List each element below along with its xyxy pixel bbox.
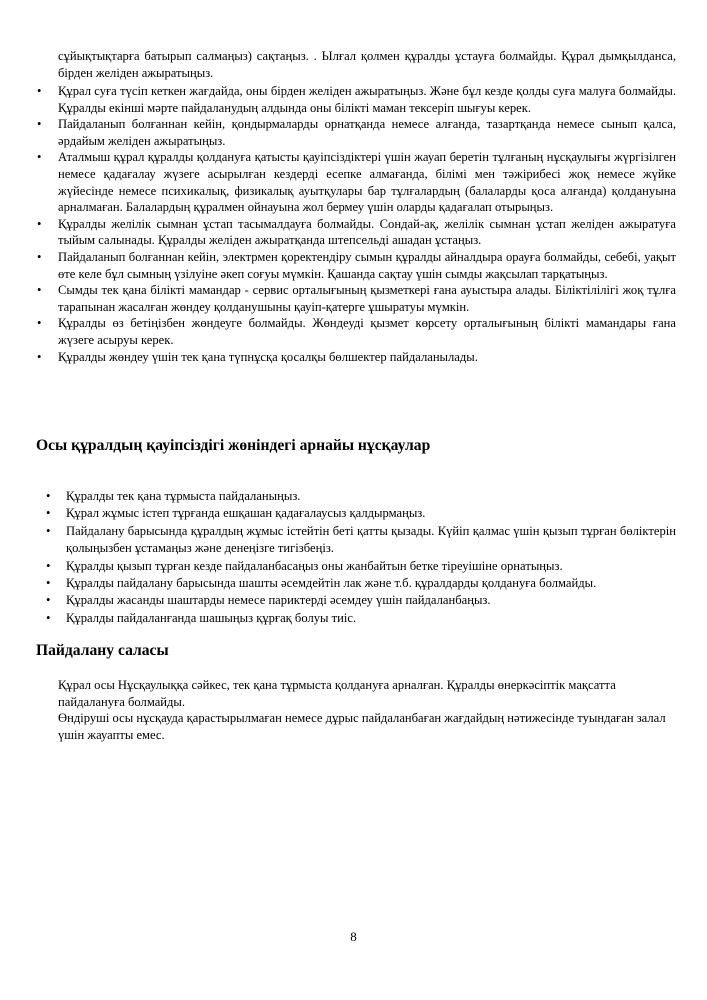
special-instructions-heading: Осы құралдың қауіпсіздігі жөніндегі арнайы нұсқаулар — [36, 437, 431, 454]
list-item — [36, 116, 676, 149]
bullet-icon: • — [37, 117, 42, 132]
list-item — [44, 505, 676, 522]
list-item-text: Аталмыш құрал құралды қолдануға қатысты қауіпсіздіктері үшін жауап беретін тұлғаның нұсқаулығы жүргізілген немесе қадағалау жүзеге асырылған кездерді есепке алмағанда, білімі мен тәжірибесі жоқ немесе жүйке жүйесінде немесе психикалық, физикалық ауытқулары бар тұлғалардың (балаларды қоса алғанда) қолдануына арналмаған. Балалардың құралмен ойнауына жол бермеу үшін оларды қадағалап отырыңыз. — [58, 150, 676, 215]
list-item-text: Құралды желілік сымнан ұстап тасымалдауға болмайды. Сондай-ақ, желілік сымнан ұстап желіден ажыратуға тыйым салынады. Құралды желіден ажыратқанда штепсельді ашадан ұстаңыз. — [58, 216, 676, 248]
list-item-text: Құрал жұмыс істеп тұрғанда ешқашан қадағалаусыз қалдырмаңыз. — [66, 506, 426, 521]
list-item-text: Құралды жасанды шаштарды немесе париктерді әсемдеу үшін пайдаланбаңыз. — [66, 593, 491, 608]
list-item — [44, 523, 676, 558]
list-item-text: Құралды тек қана тұрмыста пайдаланыңыз. — [66, 489, 301, 503]
bullet-icon: • — [46, 576, 51, 591]
bullet-icon: • — [37, 84, 42, 98]
usage-section — [58, 677, 676, 743]
bullet-icon: • — [37, 349, 42, 364]
safety-instructions-list — [36, 83, 676, 365]
list-item-text: Сымды тек қана білікті мамандар - сервис орталығының қызметкері ғана ауыстыра алады. Біліктілілігі жоқ тұлға тарапынан жасалған жөндеу қолданушыны қауіп-қатерге ұшыратуы мүмкін. — [58, 283, 676, 314]
liability-paragraph: Өндіруші осы нұсқауда қарастырылмаған немесе дұрыс пайдаланбаған жағдайдың нәтижесінде туындаған залал үшін жауапты емес. — [58, 711, 666, 742]
list-item-text: Құралды қызып тұрған кезде пайдаланбасаңыз оны жанбайтын бетке тіреуішіне орнатыңыз. — [66, 558, 563, 573]
bullet-icon: • — [46, 523, 51, 538]
list-item — [36, 149, 676, 215]
list-item-text: Құрал суға түсіп кеткен жағдайда, оны бірден желіден ажыратыңыз. Және бұл кезде қолды суға малуға болмайды. Құралды екінші мәрте пайдаланудың алдында оны білікті маман тексеріп шығуы керек. — [58, 84, 676, 115]
bullet-icon: • — [46, 506, 51, 521]
list-item — [44, 558, 676, 575]
list-item — [36, 282, 676, 315]
bullet-icon: • — [37, 150, 42, 165]
bullet-icon: • — [46, 558, 51, 573]
list-item — [36, 315, 676, 348]
continuation-paragraph: сұйықтықтарға батырып салмаңыз) сақтаңыз. . Ылғал қолмен құралды ұстауға болмайды. Құрал дымқылданса, бірден желіден ажыратыңыз. — [58, 49, 676, 80]
page-number: 8 — [350, 929, 357, 944]
list-item — [36, 249, 676, 282]
special-instructions-list — [44, 488, 676, 627]
list-item — [44, 610, 676, 627]
bullet-icon: • — [46, 593, 51, 608]
bullet-icon: • — [37, 316, 42, 331]
bullet-icon: • — [46, 489, 51, 503]
list-item — [44, 575, 676, 592]
list-item-text: Құралды өз бетіңізбен жөндеуге болмайды. Жөндеуді қызмет көрсету орталығының білікті мамандары ғана жүзеге асыруы керек. — [58, 316, 676, 347]
usage-heading: Пайдалану саласы — [36, 642, 169, 659]
list-item-text: Құралды пайдалану барысында шашты әсемдейтін лак және т.б. құралдарды қолдануға болмайды. — [66, 576, 597, 591]
list-item — [44, 488, 676, 505]
list-item — [36, 349, 676, 366]
bullet-icon: • — [37, 249, 42, 264]
list-item — [36, 83, 676, 116]
bullet-icon: • — [46, 610, 51, 625]
list-item-text: Пайдаланып болғаннан кейін, электрмен қоректендіру сымын құралды айналдыра орауға болмайды, себебі, уақыт өте келе бұл сымның үзілуіне әкеп соғуы мүмкін. Қашанда сақтау үшін сымды жақсылап тарқатыңыз. — [58, 249, 676, 281]
list-item-text: Құралды жөндеу үшін тек қана түпнұсқа қосалқы бөлшектер пайдаланылады. — [58, 349, 478, 364]
list-item-text: Пайдалану барысында құралдың жұмыс істейтін беті қатты қызады. Күйіп қалмас үшін қызып тұрған бөліктерін қолыңызбен ұстамаңыз және денеңізге тигізбеңіз. — [66, 523, 676, 556]
list-item-text: Құралды пайдаланғанда шашыңыз құрғақ болуы тиіс. — [66, 610, 357, 625]
bullet-icon: • — [37, 216, 42, 231]
list-item-text: Пайдаланып болғаннан кейін, қондырмаларды орнатқанда немесе алғанда, тазартқанда немесе сынып қалса, әрдайым желіден ажыратыңыз. — [58, 117, 676, 148]
usage-paragraph: Құрал осы Нұсқаулыққа сәйкес, тек қана тұрмыста қолдануға арналған. Құралды өнеркәсіптік мақсатта пайдалануға болмайды. — [58, 678, 616, 709]
bullet-icon: • — [37, 283, 42, 298]
list-item — [36, 216, 676, 249]
list-item — [44, 592, 676, 609]
